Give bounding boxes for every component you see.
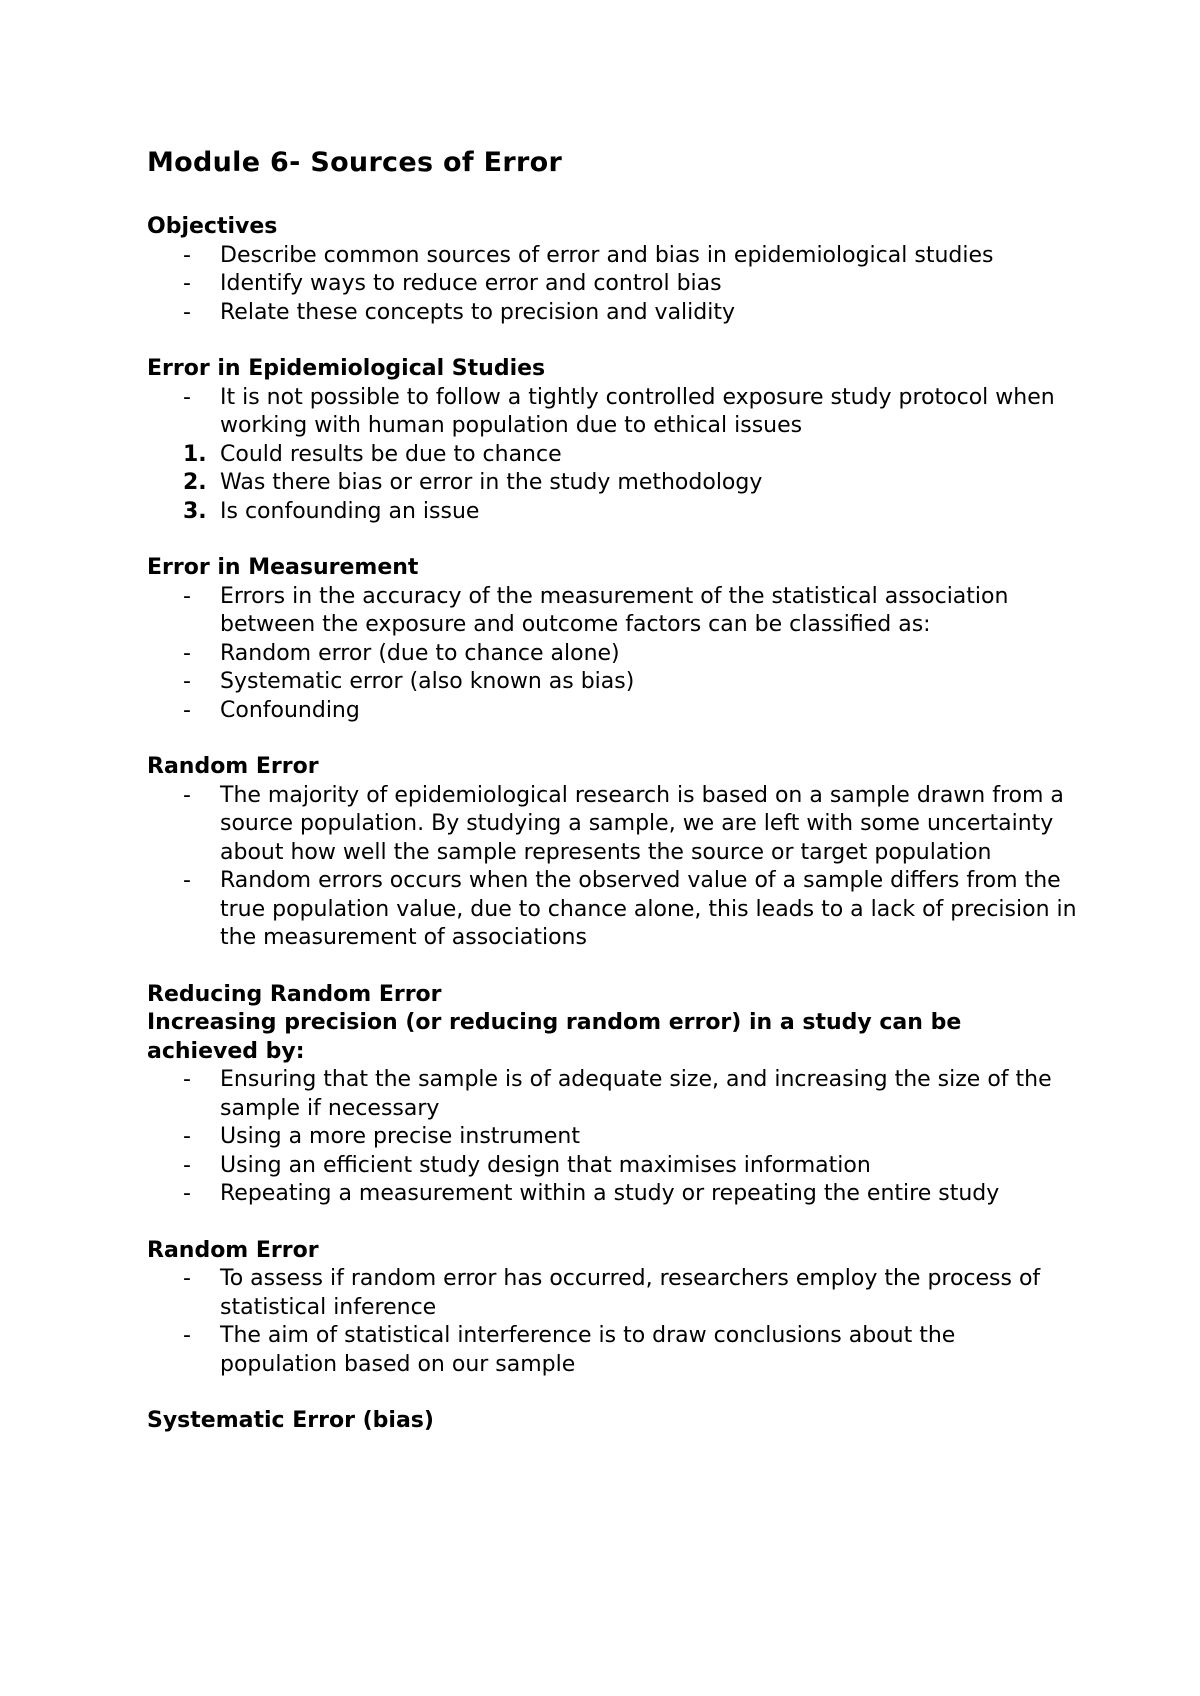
numbered-item — [147, 498, 1077, 527]
bullet-marker: - — [183, 583, 191, 609]
list-item-text: To assess if random error has occurred, researchers employ the process of statistical inference — [220, 1266, 1041, 1320]
bullet-list — [147, 384, 1077, 527]
list-item-text: Describe common sources of error and bias in epidemiological studies — [220, 242, 994, 268]
list-item-text: Ensuring that the sample is of adequate size, and increasing the size of the sample if necessary — [220, 1067, 1052, 1121]
bullet-marker: - — [183, 1266, 191, 1291]
list-item-text: Relate these concepts to precision and validity — [220, 299, 736, 325]
list-item — [147, 668, 1077, 697]
list-item-text: Random error (due to chance alone) — [220, 640, 620, 666]
section-heading: Random Error — [147, 754, 319, 779]
document-title: Module 6- Sources of Error — [147, 147, 563, 178]
list-item-text: Using an efficient study design that maximises information — [220, 1152, 871, 1178]
bullet-list — [147, 1265, 1077, 1379]
list-item-text: Confounding — [220, 697, 360, 723]
list-item — [147, 697, 1077, 726]
section-heading: Error in Measurement — [147, 555, 419, 580]
list-item — [147, 1066, 1077, 1123]
list-item-text: It is not possible to follow a tightly controlled exposure study protocol when working with human population due to ethical issues — [220, 384, 1055, 438]
bullet-marker: - — [183, 782, 191, 808]
bullet-marker: - — [183, 1152, 191, 1178]
list-item-text: Using a more precise instrument — [220, 1124, 580, 1149]
section-random-error-inference — [147, 1237, 1077, 1380]
bullet-marker: - — [183, 1181, 191, 1206]
section-error-in-epidemiological-studies — [147, 355, 1077, 526]
bullet-marker: - — [183, 1067, 191, 1092]
list-item-text: Could results be due to chance — [220, 441, 562, 467]
list-item-text: Errors in the accuracy of the measurement of the statistical association between the exposure and outcome factors can be classified as: — [220, 583, 1009, 637]
section-heading: Reducing Random Error — [147, 981, 442, 1007]
bullet-marker: - — [183, 1124, 191, 1149]
list-item — [147, 867, 1077, 953]
list-item-text: Was there bias or error in the study methodology — [220, 470, 763, 495]
document-page — [147, 146, 1077, 1464]
section-heading: Systematic Error (bias) — [147, 1408, 434, 1433]
list-item-text: Identify ways to reduce error and control bias — [220, 271, 722, 296]
list-item — [147, 242, 1077, 271]
bullet-marker: - — [183, 299, 191, 325]
list-item — [147, 299, 1077, 328]
list-item — [147, 1123, 1077, 1152]
number-marker: 2. — [183, 470, 207, 495]
list-item-text: The aim of statistical interference is to draw conclusions about the population based on our sample — [220, 1323, 956, 1377]
bullet-marker: - — [183, 384, 191, 410]
numbered-item — [147, 441, 1077, 470]
bullet-marker: - — [183, 669, 191, 694]
list-item — [147, 1322, 1077, 1379]
list-item-text: Systematic error (also known as bias) — [220, 669, 635, 694]
bullet-marker: - — [183, 242, 191, 268]
section-systematic-error — [147, 1407, 1077, 1436]
section-heading: Random Error — [147, 1237, 319, 1263]
list-item — [147, 384, 1077, 441]
list-item — [147, 270, 1077, 299]
section-heading: Objectives — [147, 214, 278, 239]
section-objectives — [147, 213, 1077, 327]
list-item — [147, 640, 1077, 669]
bullet-marker: - — [183, 640, 191, 666]
list-item — [147, 782, 1077, 868]
bullet-marker: - — [183, 697, 191, 723]
numbered-item — [147, 469, 1077, 498]
number-marker: 1. — [183, 441, 207, 467]
list-item-text: The majority of epidemiological research is based on a sample drawn from a source population. By studying a sample, we are left with some uncertainty about how well the sample represents the source or target population — [220, 782, 1064, 865]
bullet-list — [147, 242, 1077, 328]
section-error-in-measurement — [147, 554, 1077, 725]
list-item — [147, 1152, 1077, 1181]
list-item-text: Is confounding an issue — [220, 498, 480, 524]
list-item — [147, 1180, 1077, 1209]
section-heading: Error in Epidemiological Studies — [147, 356, 546, 381]
list-item — [147, 583, 1077, 640]
section-random-error — [147, 753, 1077, 953]
number-marker: 3. — [183, 498, 207, 524]
bullet-marker: - — [183, 271, 191, 296]
bullet-list — [147, 782, 1077, 953]
bullet-marker: - — [183, 868, 191, 893]
bullet-marker: - — [183, 1323, 191, 1348]
list-item — [147, 1265, 1077, 1322]
section-subheading: Increasing precision (or reducing random error) in a study can be achieved by: — [147, 1010, 962, 1064]
section-reducing-random-error — [147, 981, 1077, 1209]
list-item-text: Repeating a measurement within a study or repeating the entire study — [220, 1181, 1000, 1206]
list-item-text: Random errors occurs when the observed value of a sample differs from the true population value, due to chance alone, this leads to a lack of precision in the measurement of associations — [220, 868, 1077, 950]
bullet-list — [147, 583, 1077, 726]
bullet-list — [147, 1066, 1077, 1209]
